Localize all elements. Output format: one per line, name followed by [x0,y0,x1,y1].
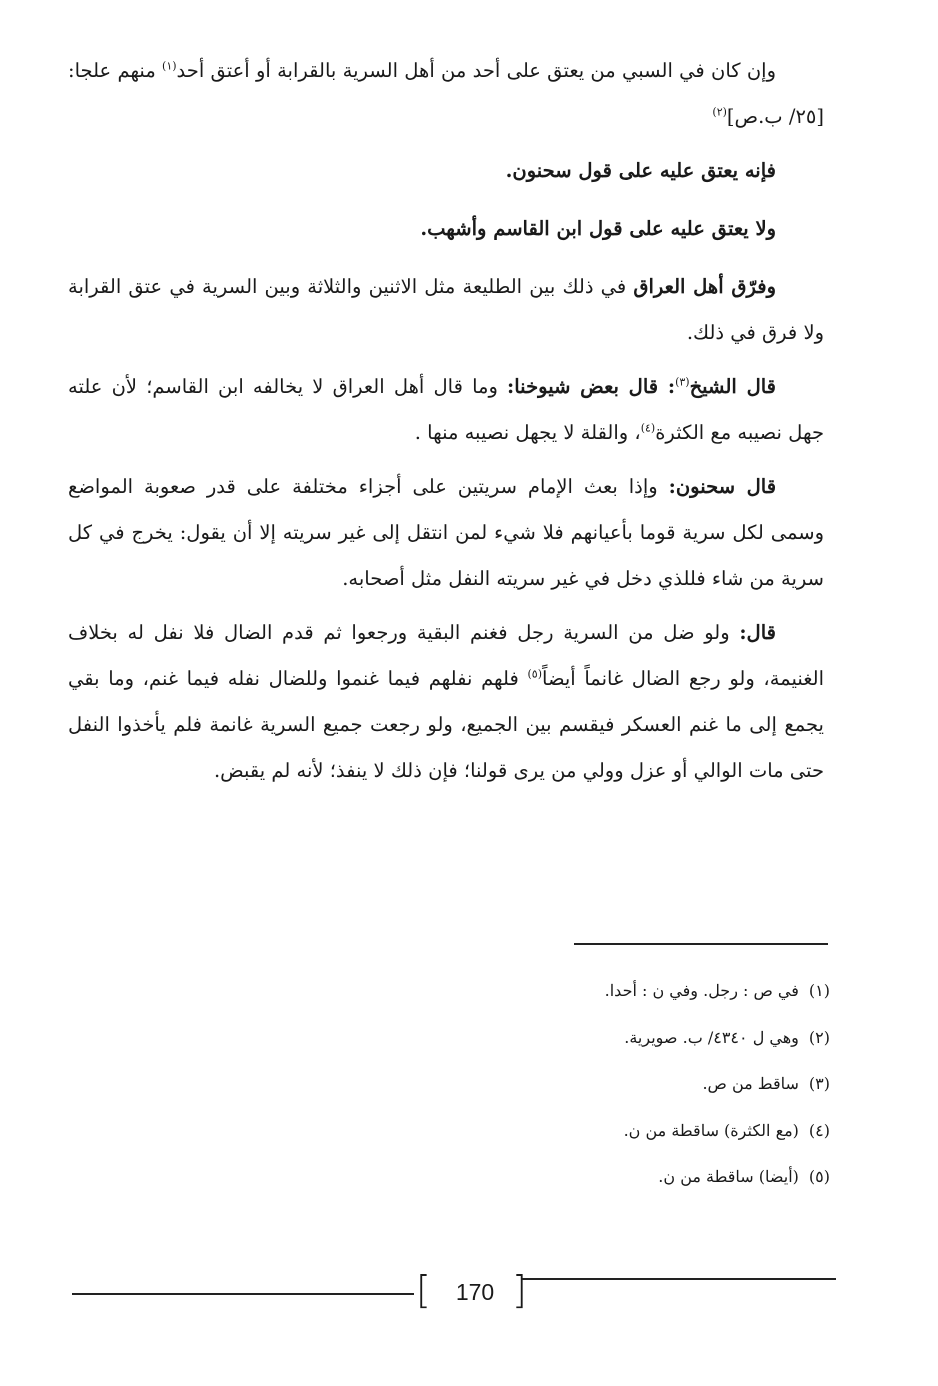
footer-rule-left [72,1293,414,1295]
paragraph-text: في ذلك بين الطليعة مثل الاثنين والثلاثة وبين السرية في عتق القرابة ولا فرق في ذلك. [68,275,824,344]
footnote-text: في ص : رجل. وفي ن : أحدا. [604,981,799,1000]
page-number: 170 [455,1279,495,1305]
footnote-number: (٤) [808,1120,830,1140]
page-number-bracket-close: ] [512,1268,527,1312]
paragraph-text: فإنه يعتق عليه على قول سحنون. [505,159,776,182]
footnote-divider [574,943,828,945]
footnote-number: (٥) [808,1167,830,1186]
footnote-item [420,1108,830,1155]
paragraph-3 [68,206,824,252]
footnote-number: (١) [808,981,830,1000]
paragraph-text: وما قال أهل العراق لا يخالفه ابن القاسم؛ لأن علته جهل نصيبه مع الكثرة [68,375,824,444]
footnote-item [420,968,830,1015]
footnote-text: ساقط من ص. [702,1074,799,1093]
footnote-text: وهي ل ٤٣٤٠/ ب. صويرية. [624,1027,799,1047]
paragraph-lead-cont: : قال بعض شيوخنا: [507,375,676,398]
footnote-number: (٢) [808,1027,830,1047]
footnote-ref-1: (١) [162,59,177,73]
paragraph-6 [68,464,824,602]
footer-rule-right [522,1278,836,1280]
footnote-ref-5: (٥) [527,667,542,681]
paragraph-lead: وفرّق أهل العراق [633,275,776,298]
paragraph-text: ولو ضل من السرية رجل فغنم البقية ورجعوا ثم قدم الضال فلا نفل له بخلاف الغنيمة، ولو رجع الضال غانماً أيضاً [68,621,824,690]
paragraph-1 [68,48,824,140]
footnote-item [420,1061,830,1108]
paragraph-text: ولا يعتق عليه على قول ابن القاسم وأشهب. [420,217,776,240]
paragraph-text: وإن كان في السبي من يعتق على أحد من أهل السرية بالقرابة أو أعتق أحد [176,59,776,82]
footnote-text: (أيضا) ساقطة من ن. [658,1167,799,1186]
page-footer [72,1266,836,1318]
footnote-item [420,1154,830,1201]
paragraph-7 [68,610,824,794]
paragraph-text-cont: منهم علجا:[٢٥/ ب.ص] [68,59,824,128]
main-text [68,48,824,802]
footnote-ref-3: (٣) [675,375,690,389]
paragraph-2 [68,148,824,194]
paragraph-text: وإذا بعث الإمام سريتين على أجزاء مختلفة على قدر صعوبة المواضع وسمى لكل سرية قوما بأعيانهم فلا شيء لمن انتقل إلى غير سريته إلا أن يقول: يخرج في كل سرية من شاء فللذي دخل في غير سريته النفل مثل أصحابه. [68,475,824,590]
paragraph-text-cont: ، والقلة لا يجهل نصيبه منها . [414,421,641,444]
paragraph-4 [68,264,824,356]
paragraph-text-cont: فلهم نفلهم فيما غنموا وللضال نفله فيما غنم، وما بقي يجمع إلى ما غنم العسكر فيقسم بين الجميع، ولو رجعت جميع السرية غانمة فلم يأخذوا النفل حتى مات الوالي أو عزل وولي من يرى قولنا؛ فإن ذلك لا ينفذ؛ لأنه لم يقبض. [68,667,824,782]
page-number-bracket-open: [ [416,1268,431,1312]
paragraph-5 [68,364,824,456]
footnote-ref-4: (٤) [640,421,656,435]
paragraph-lead: قال: [739,621,776,644]
footnotes [420,968,830,1201]
paragraph-lead: قال الشيخ [689,375,776,398]
paragraph-lead: قال سحنون: [668,475,777,498]
footnote-number: (٣) [808,1074,830,1093]
footnote-item [420,1015,830,1062]
footnote-ref-2: (٢) [712,105,727,119]
footnote-text: (مع الكثرة) ساقطة من ن. [623,1120,799,1140]
